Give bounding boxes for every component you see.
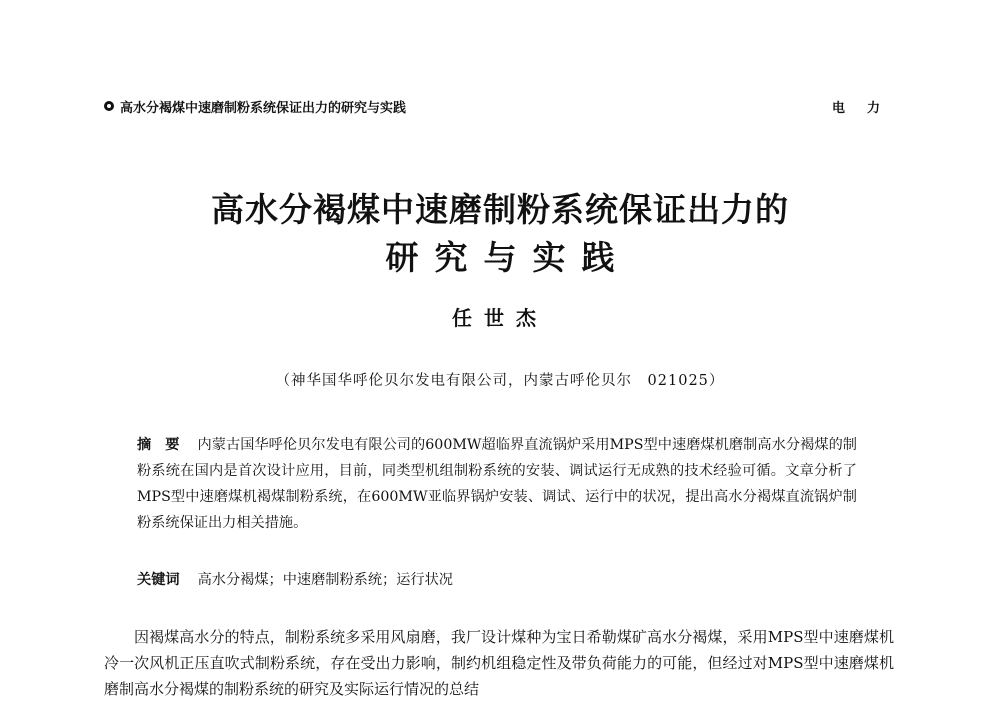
keywords — [137, 567, 857, 593]
bullet-circle-icon — [104, 101, 114, 111]
running-header-left — [104, 97, 406, 116]
running-title: 高水分褐煤中速磨制粉系统保证出力的研究与实践 — [120, 100, 407, 116]
keywords-label: 关键词 — [137, 572, 180, 588]
running-header — [104, 95, 902, 117]
author-affiliation: （神华国华呼伦贝尔发电有限公司，内蒙古呼伦贝尔 021025） — [275, 373, 725, 389]
author-name: 任世杰 — [452, 306, 548, 330]
paper-title-line-1: 高水分褐煤中速磨制粉系统保证出力的 — [211, 190, 789, 229]
body-paragraph: 因褐煤高水分的特点，制粉系统多采用风扇磨，我厂设计煤种为宝日希勒煤矿高水分褐煤，采用MPS型中速磨煤机冷一次风机正压直吹式制粉系统，存在受出力影响，制约机组稳定性及带负荷能力的可能，但经过对MPS型中速磨煤机磨制高水分褐煤的制粉系统的研究及实际运行情况的总结 — [104, 628, 894, 698]
paper-title-line-2: 研究与实践 — [385, 238, 631, 277]
paper-title — [100, 186, 900, 282]
abstract-text: 内蒙古国华呼伦贝尔发电有限公司的600MW超临界直流锅炉采用MPS型中速磨煤机磨制高水分褐煤的制粉系统在国内是首次设计应用，目前，同类型机组制粉系统的安装、调试运行无成熟的技术经验可循。文章分析了MPS型中速磨煤机褐煤制粉系统，在600MW亚临界锅炉安装、调试、运行中的状况，提出高水分褐煤直流锅炉制粉系统保证出力相关措施。 — [137, 437, 857, 531]
journal-name: 电力 — [831, 100, 902, 116]
abstract-label: 摘要 — [137, 437, 194, 453]
abstract — [137, 432, 857, 536]
body-text — [104, 624, 894, 702]
keywords-text: 高水分褐煤；中速磨制粉系统；运行状况 — [197, 572, 453, 588]
